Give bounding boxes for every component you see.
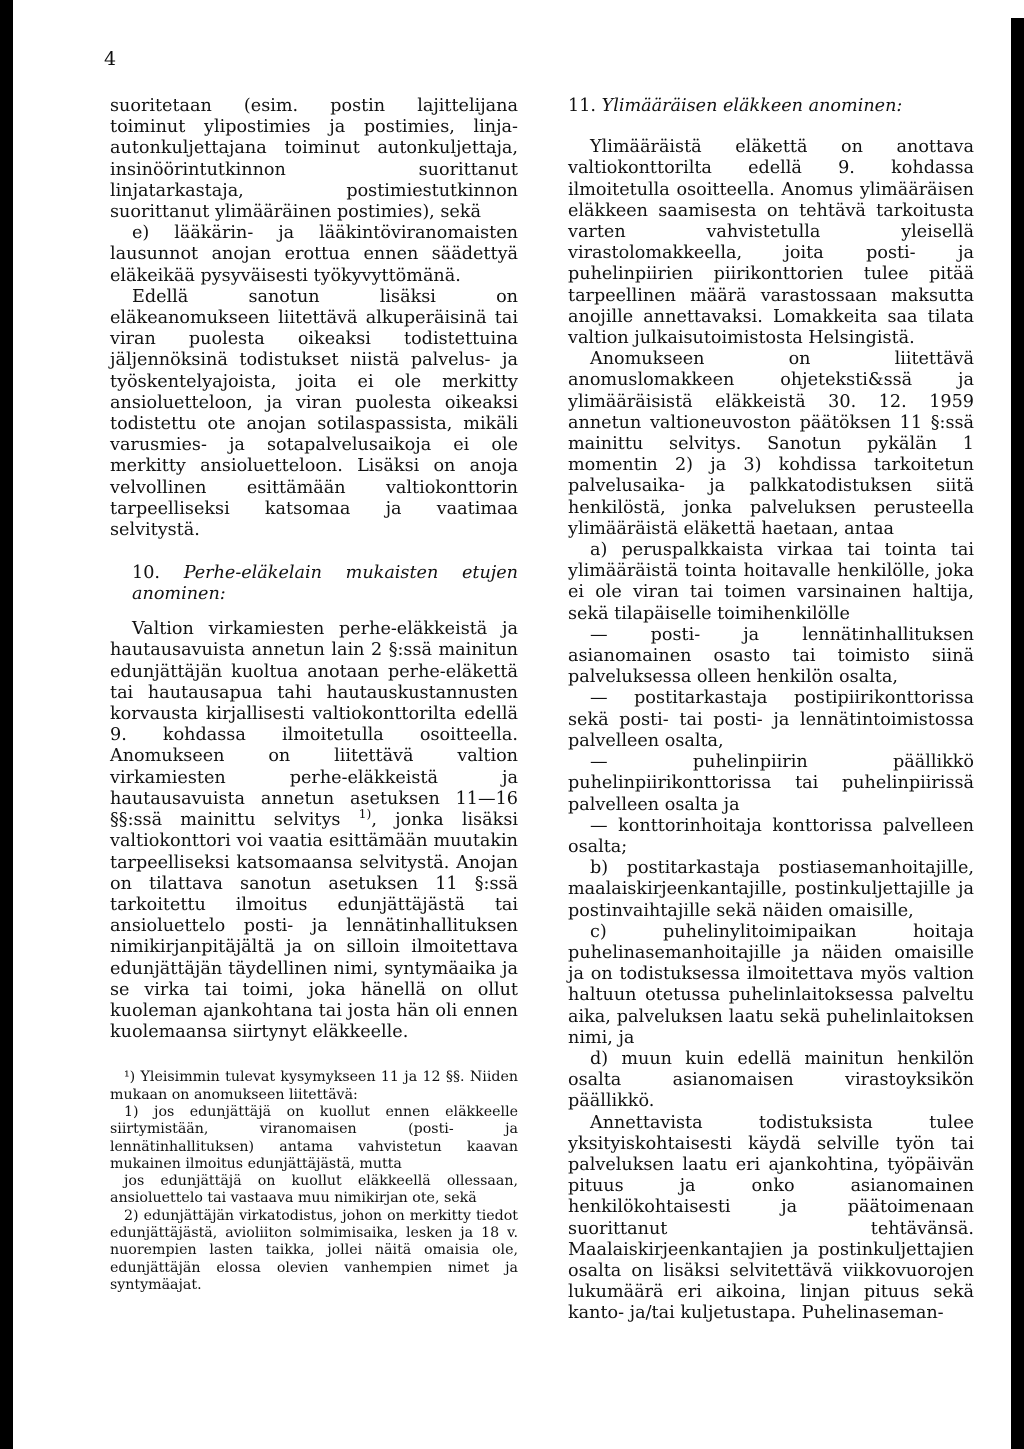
footnote: 2) edunjättäjän virkatodistus, johon on merkitty tiedot edunjättäjästä, avioliiton solmimisaika, lesken ja 18 v. nuorempien lasten taikka, jollei näitä omaisia ole, edunjättäjän elossa olevien vanhempien nimet ja syntymäajat. (110, 1207, 518, 1293)
footnote: 1) jos edunjättäjä on kuollut ennen eläkkeelle siirtymistään, viranomaisen (posti- ja lennätinhallituksen) antama vahvistetun kaavan mukainen ilmoitus edunjättäjästä, mutta (110, 1103, 518, 1172)
paragraph: Edellä sanotun lisäksi on eläkeanomukseen liitettävä alkuperäisinä tai viran puolesta oikeaksi todistettuina jäljennöksinä todistukset niistä palvelus- ja työskentelyajoista, joita ei ole merkitty ansioluetteloon, ja viran puolesta oikeaksi todistettu ote anojan sotilaspassista, mikäli varusmies- ja sotapalvelusaikoja ei ole merkitty ansioluetteloon. Lisäksi on anoja velvollinen esittämään valtiokonttorin tarpeelliseksi katsomaa ja vaatimaa selvitystä. (110, 286, 518, 541)
list-item: c) puhelinylitoimipaikan hoitaja puhelinasemanhoitajille ja näiden omaisille ja on todistuksessa ilmoitettava myös valtion haltuun otetussa puhelinlaitoksessa palveltu aika, palveluksen laatu sekä puhelinlaitoksen nimi, ja (568, 921, 974, 1048)
left-column (110, 96, 518, 1294)
paragraph: Anomukseen on liitettävä anomuslomakkeen ohjeteksti&ssä ja ylimääräisistä eläkkeistä 30. 12. 1959 annetun valtioneuvoston päätöksen 11 §:ssä mainittu selvitys. Sanotun pykälän 1 momentin 2) ja 3) kohdissa tarkoitetun palvelusaika- ja palkkatodistuksen siitä henkilöstä, jonka palveluksen perusteella ylimääräistä eläkettä haetaan, antaa (568, 349, 974, 539)
list-item: a) peruspalkkaista virkaa tai tointa tai ylimääräistä tointa hoitavalle henkilölle, joka ei ole viran tai toimen varsinainen haltija, sekä tilapäiselle toimihenkilölle (568, 540, 974, 624)
list-item: b) postitarkastaja postiasemanhoitajille, maalaiskirjeenkantajille, postinkuljettajille ja postinvaihtajille sekä näiden omaisille, (568, 858, 974, 921)
scan-edge-right (1011, 18, 1024, 1449)
footnotes (110, 1069, 518, 1294)
paragraph: Ylimääräistä eläkettä on anottava valtiokonttorilta edellä 9. kohdassa ilmoitetulla osoitteella. Anomus ylimääräisen eläkkeen saamisesta on tehtävä tarkoitusta varten vahvistetulla yleisellä virastolomakkeella, joita posti- ja puhelinpiirien piirikonttorien tulee pitää tarpeellinen määrä varastossaan maksutta anojille annettavaksi. Lomakkeita saa tilata valtion julkaisutoimistosta Helsingistä. (568, 137, 974, 349)
list-item: — konttorinhoitaja konttorissa palvelleen osalta; (568, 815, 974, 857)
list-item: d) muun kuin edellä mainitun henkilön osalta asianomaisen virastoyksikön päällikkö. (568, 1048, 974, 1112)
list-item: — postitarkastaja postipiirikonttorissa sekä posti- tai posti- ja lennätintoimistossa palvelleen osalta, (568, 688, 974, 751)
section-11-heading (568, 96, 974, 117)
page-number: 4 (104, 48, 117, 70)
section-number: 10. (132, 563, 160, 584)
footnote-reference: 1) (358, 807, 372, 822)
footnote: jos edunjättäjä on kuollut eläkkeellä ollessaan, ansioluettelo tai vastaava muu nimikirjan ote, sekä (110, 1173, 518, 1207)
right-column (568, 96, 974, 1325)
scan-edge-left (0, 0, 13, 1449)
list-item: — puhelinpiirin päällikkö puhelinpiirikonttorissa tai puhelinpiirissä palvelleen osalta ja (568, 752, 974, 815)
paragraph: e) lääkärin- ja lääkintöviranomaisten lausunnot anojan erottua ennen säädettyä eläkeikää pysyväisesti työkyvyttömänä. (110, 223, 518, 286)
section-number: 11. (568, 96, 596, 116)
paragraph (110, 619, 518, 1043)
text-run: , jonka lisäksi valtiokonttori voi vaatia esittämään muutakin tarpeelliseksi katsomaansa selvitystä. Anojan on tilattava sanotun asetuksen 11 §:ssä tarkoitettu ilmoitus edunjättäjästä tai ansioluettelo posti- ja lennätinhallituksen nimikirjanpitäjältä ja on silloin ilmoitettava edunjättäjän täydellinen nimi, syntymäaika ja se virka tai toimi, joka hänellä on ollut kuoleman ajankohtana tai josta hän oli ennen kuolemaansa siirtynyt eläkkeelle. (110, 810, 518, 1043)
section-10-heading (110, 563, 518, 605)
paragraph: suoritetaan (esim. postin lajittelijana toiminut ylipostimies ja postimies, linja-autonkuljettajana toiminut autonkuljettaja, insinöörintutkinnon suorittanut linjatarkastaja, postimiestutkinnon suorittanut ylimääräinen postimies), sekä (110, 96, 518, 223)
paragraph: Annettavista todistuksista tulee yksityiskohtaisesti käydä selville työn tai palveluksen laatu eri ajankohtina, työpäivän pituus ja onko asianomainen henkilökohtaisesti ja päätoimenaan suorittanut tehtävänsä. Maalaiskirjeenkantajien ja postinkuljettajien osalta on lisäksi selvitettävä viikkovuorojen lukumäärä eri aikoina, linjan pituus sekä kanto- ja/tai kuljetustapa. Puhelinaseman- (568, 1112, 974, 1324)
section-title: Ylimääräisen eläkkeen anominen: (601, 96, 903, 116)
footnote: ¹) Yleisimmin tulevat kysymykseen 11 ja 12 §§. Niiden mukaan on anomukseen liitettävä: (110, 1069, 518, 1103)
list-item: — posti- ja lennätinhallituksen asianomainen osasto tai toimisto siinä palveluksessa olleen henkilön osalta, (568, 624, 974, 688)
section-title: Perhe-eläkelain mukaisten etujen anominen: (132, 563, 518, 605)
text-run: Valtion virkamiesten perhe-eläkkeistä ja hautausavuista annetun lain 2 §:ssä mainitun edunjättäjän kuoltua anotaan perhe-eläkettä tai hautausapua tahi hautauskustannusten korvausta kirjallisesti valtiokonttorilta edellä 9. kohdassa ilmoitetulla osoitteella. Anomukseen on liitettävä valtion virkamiesten perhe-eläkkeistä ja hautausavuista annetun asetuksen 11—16 §§:ssä mainittu selvitys (110, 619, 518, 831)
